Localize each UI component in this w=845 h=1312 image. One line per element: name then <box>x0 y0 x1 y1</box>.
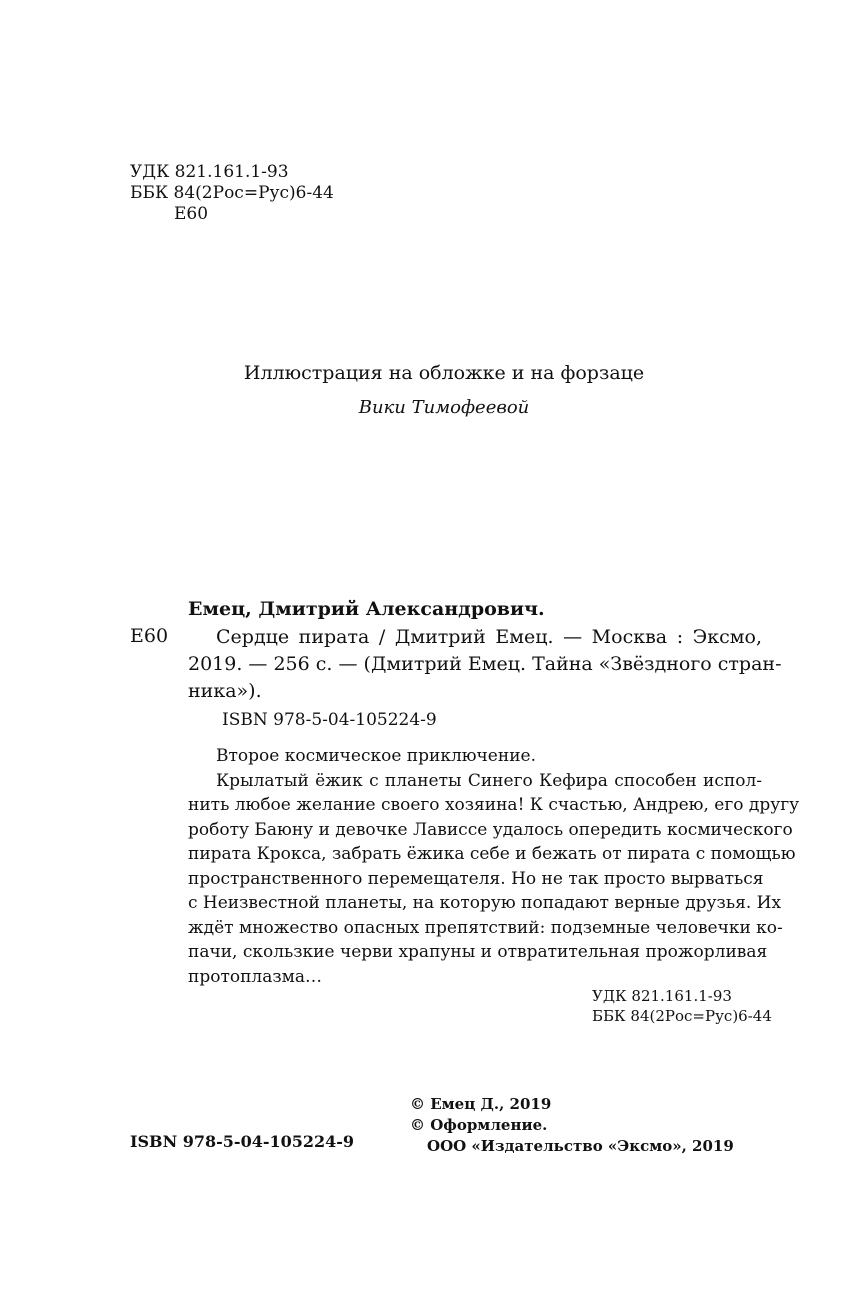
copyright-block <box>410 1094 734 1157</box>
bbk-code: ББК 84(2Рос=Рус)6-44 <box>130 183 334 203</box>
annotation-line: пирата Крокса, забрать ёжика себе и бежать от пирата с помощью <box>188 844 796 864</box>
bbk-code: ББК 84(2Рос=Рус)6-44 <box>592 1007 772 1025</box>
annotation-line: Второе космическое приключение. <box>216 746 536 766</box>
annotation <box>188 744 800 989</box>
copyright-design: © Оформление. <box>410 1116 548 1134</box>
classification-block-bottom <box>592 986 772 1026</box>
author-mark: Е60 <box>174 204 209 224</box>
annotation-line: ждёт множество опасных препятствий: подземные человечки ко- <box>188 917 783 938</box>
annotation-line: нить любое желание своего хозяина! К счастью, Андрею, его другу <box>188 795 800 815</box>
illustrator-name: Вики Тимофеевой <box>358 397 530 418</box>
bibliographic-description <box>188 624 782 705</box>
udk-code: УДК 821.161.1-93 <box>592 987 732 1005</box>
bib-line: Сердце пирата / Дмитрий Емец. — Москва : Эксмо, <box>216 626 762 648</box>
annotation-line: Крылатый ёжик с планеты Синего Кефира способен испол- <box>216 770 762 791</box>
annotation-line: пачи, скользкие черви храпуны и отвратительная прожорливая <box>188 942 768 962</box>
bib-line: ника»). <box>188 680 262 702</box>
annotation-line: роботу Баюну и девочке Лависсе удалось опередить космического <box>188 819 793 840</box>
annotation-line: с Неизвестной планеты, на которую попадают верные друзья. Их <box>188 893 782 913</box>
udk-code: УДК 821.161.1-93 <box>130 162 289 182</box>
author-mark-left: Е60 <box>130 625 169 647</box>
copyright-publisher: ООО «Издательство «Эксмо», 2019 <box>427 1137 734 1155</box>
annotation-line: пространственного перемещателя. Но не так просто вырваться <box>188 868 764 889</box>
bib-line: 2019. — 256 с. — (Дмитрий Емец. Тайна «Звёздного стран- <box>188 653 782 675</box>
classification-block-top <box>130 162 334 225</box>
illustration-credit-label: Иллюстрация на обложке и на форзаце <box>243 362 645 384</box>
author-heading: Емец, Дмитрий Александрович. <box>188 598 545 620</box>
isbn-record: ISBN 978-5-04-105224-9 <box>222 710 437 730</box>
isbn-footer: ISBN 978-5-04-105224-9 <box>130 1132 355 1151</box>
copyright-author: © Емец Д., 2019 <box>410 1095 552 1113</box>
annotation-line: протоплазма… <box>188 966 322 987</box>
